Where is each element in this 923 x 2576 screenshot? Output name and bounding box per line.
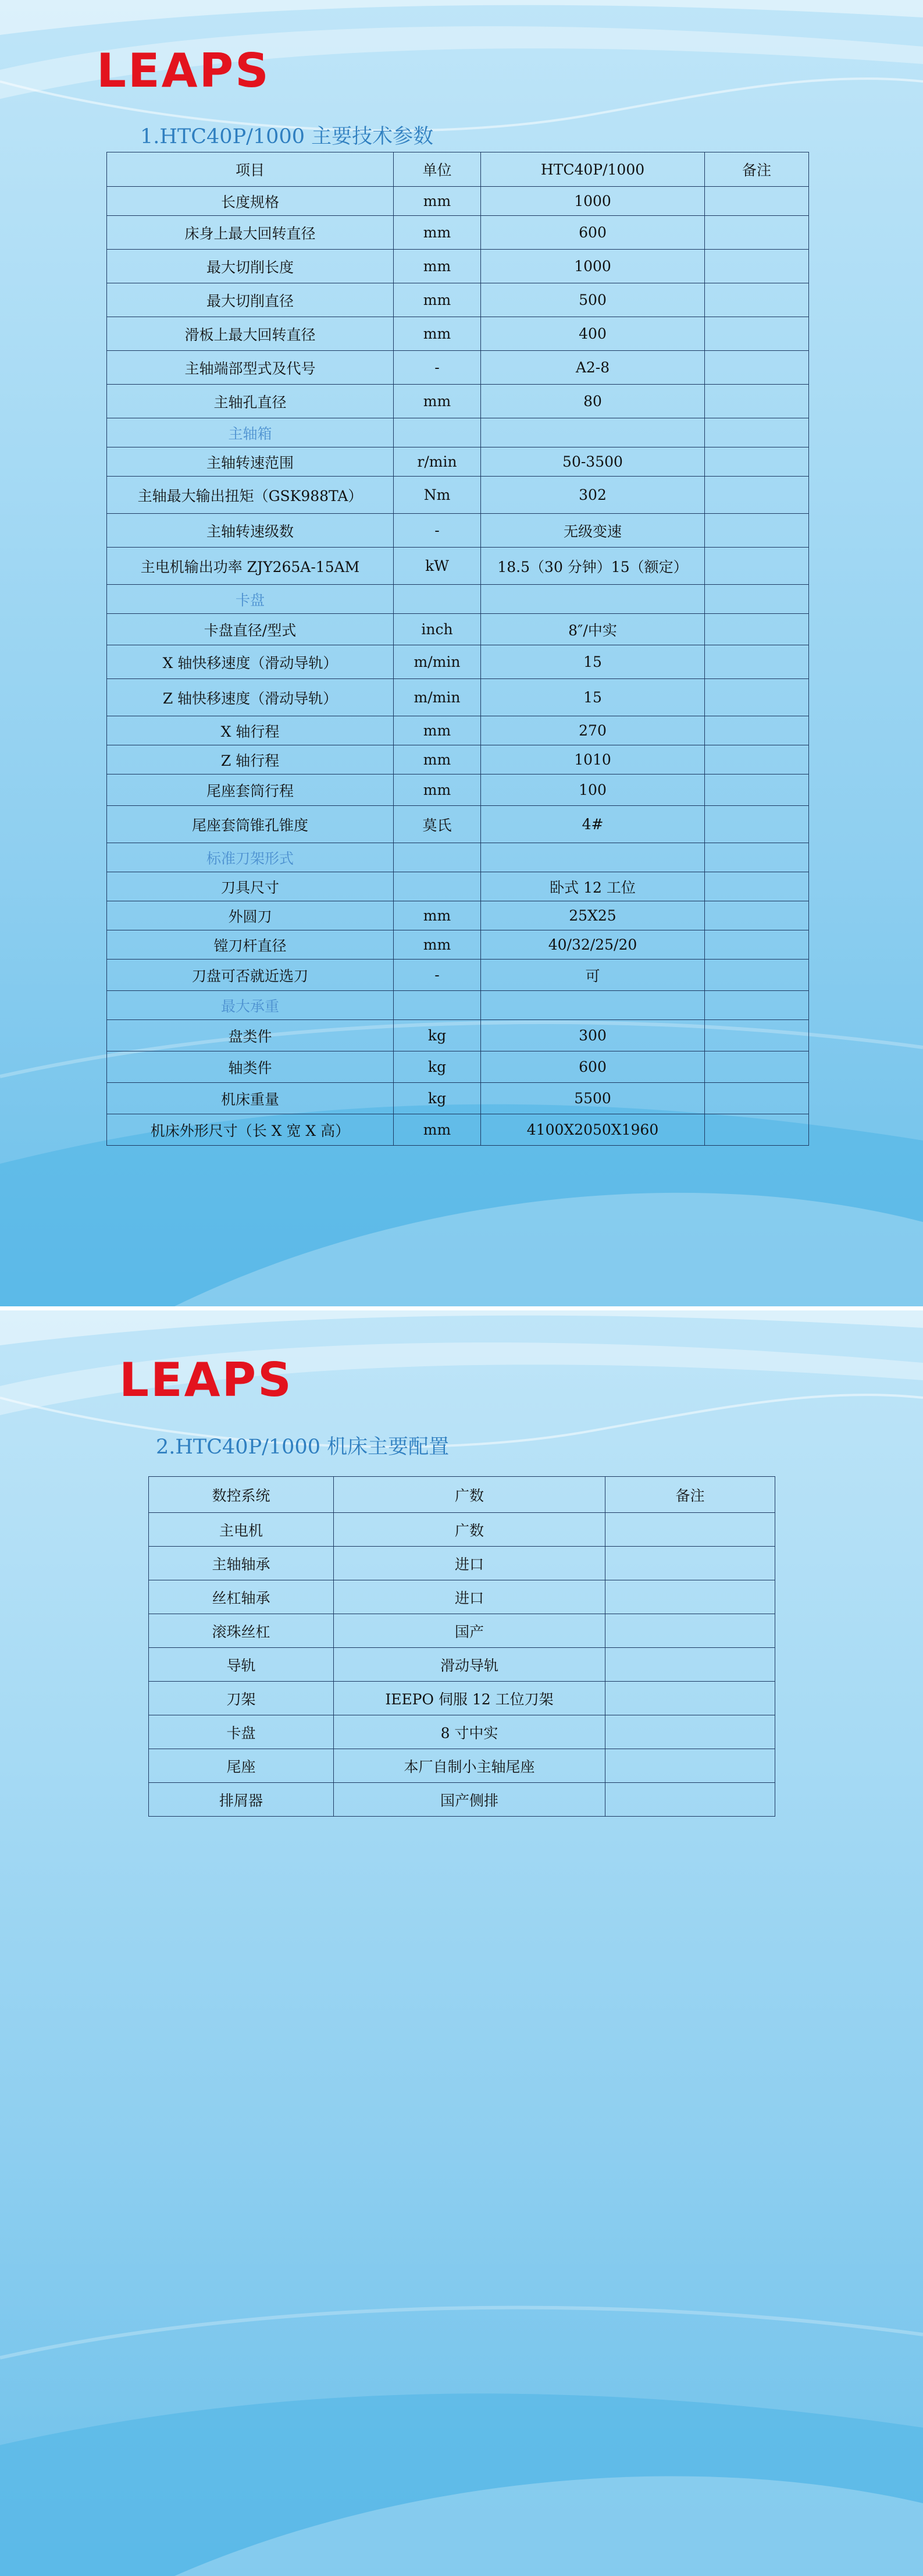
cell-value: 卧式 12 工位 [481,872,705,901]
cell-value: 80 [481,385,705,418]
table-row [149,1682,775,1715]
cell-unit: mm [394,716,481,745]
cell-note [605,1513,775,1547]
table-row [107,548,809,585]
category-name: 卡盘 [107,585,394,614]
table-row [149,1614,775,1648]
cell-value: 滑动导轨 [334,1648,605,1682]
cell-note [605,1547,775,1580]
cell-unit: mm [394,1114,481,1146]
cell-item: 外圆刀 [107,901,394,930]
cell-value: IEEPO 伺服 12 工位刀架 [334,1682,605,1715]
cell-value [481,585,705,614]
table-row [107,317,809,351]
cell-item: X 轴行程 [107,716,394,745]
table-row [107,930,809,960]
cell-unit: 莫氏 [394,806,481,843]
table-row [107,774,809,806]
cell-unit: r/min [394,447,481,477]
table-row [107,250,809,283]
cell-item: 主轴轴承 [149,1547,334,1580]
cell-value [481,843,705,872]
config-table [148,1476,775,1817]
cell-note [705,872,809,901]
header-system: 数控系统 [149,1477,334,1513]
table-row [107,187,809,216]
cell-unit [394,585,481,614]
leaps-logo: LEAPS [119,1353,293,1407]
cell-unit: - [394,514,481,548]
header-value: HTC40P/1000 [481,152,705,187]
cell-item: 主轴端部型式及代号 [107,351,394,385]
cell-note [705,1020,809,1051]
leaps-logo: LEAPS [97,44,270,98]
table-row [107,1051,809,1083]
cell-value: 25X25 [481,901,705,930]
cell-item: 主电机 [149,1513,334,1547]
cell-item: 主电机输出功率 ZJY265A-15AM [107,548,394,585]
table-row [149,1715,775,1749]
cell-value: 本厂自制小主轴尾座 [334,1749,605,1783]
table-row [149,1783,775,1817]
cell-note [705,774,809,806]
cell-unit [394,418,481,447]
table-row [107,679,809,716]
header-item: 项目 [107,152,394,187]
cell-note [705,1083,809,1114]
cell-item: 最大切削直径 [107,283,394,317]
cell-note [605,1682,775,1715]
cell-value [481,418,705,447]
cell-item: Z 轴快移速度（滑动导轨） [107,679,394,716]
cell-item: 主轴最大输出扭矩（GSK988TA） [107,477,394,514]
table-row [107,1020,809,1051]
cell-item: 滚珠丝杠 [149,1614,334,1648]
category-name: 主轴箱 [107,418,394,447]
cell-item: 镗刀杆直径 [107,930,394,960]
cell-unit: mm [394,745,481,774]
cell-value: A2-8 [481,351,705,385]
header-note: 备注 [705,152,809,187]
cell-item: 尾座套筒行程 [107,774,394,806]
cell-value: 600 [481,1051,705,1083]
cell-unit: mm [394,283,481,317]
table-row [107,872,809,901]
cell-item: 卡盘 [149,1715,334,1749]
cell-value: 8 寸中实 [334,1715,605,1749]
cell-value: 600 [481,216,705,250]
cell-value: 4100X2050X1960 [481,1114,705,1146]
cell-note [705,745,809,774]
cell-item: 尾座 [149,1749,334,1783]
table-row [107,745,809,774]
cell-value [481,991,705,1020]
cell-note [705,351,809,385]
cell-unit [394,843,481,872]
page-2 [0,1310,923,2576]
cell-unit: m/min [394,645,481,679]
cell-note [705,548,809,585]
cell-note [705,679,809,716]
cell-note [705,418,809,447]
cell-unit: mm [394,250,481,283]
cell-value: 广数 [334,1513,605,1547]
table-row [107,716,809,745]
cell-unit: mm [394,216,481,250]
cell-unit: kg [394,1051,481,1083]
cell-item: 机床外形尺寸（长 X 宽 X 高） [107,1114,394,1146]
cell-item: X 轴快移速度（滑动导轨） [107,645,394,679]
table-category-row [107,991,809,1020]
cell-note [705,901,809,930]
cell-unit: kg [394,1083,481,1114]
cell-unit [394,991,481,1020]
cell-note [605,1749,775,1783]
cell-unit: mm [394,317,481,351]
table-row [107,960,809,991]
cell-note [605,1614,775,1648]
cell-value: 270 [481,716,705,745]
table-row [107,216,809,250]
table-row [107,645,809,679]
cell-note [705,645,809,679]
cell-item: 机床重量 [107,1083,394,1114]
table-row [149,1749,775,1783]
cell-item: 主轴转速范围 [107,447,394,477]
table-header-row [149,1477,775,1513]
cell-unit: Nm [394,477,481,514]
section-title-config: 2.HTC40P/1000 机床主要配置 [156,1436,450,1459]
cell-value: 国产侧排 [334,1783,605,1817]
cell-value: 1010 [481,745,705,774]
cell-note [605,1648,775,1682]
cell-unit: mm [394,774,481,806]
cell-unit [394,872,481,901]
cell-item: 长度规格 [107,187,394,216]
cell-note [705,991,809,1020]
table-row [107,351,809,385]
cell-value: 进口 [334,1547,605,1580]
cell-value: 8″/中实 [481,614,705,645]
cell-value: 1000 [481,187,705,216]
cell-value: 50-3500 [481,447,705,477]
cell-note [705,250,809,283]
cell-item: 主轴转速级数 [107,514,394,548]
cell-value: 15 [481,645,705,679]
cell-note [705,585,809,614]
table-row [107,901,809,930]
table-row [107,477,809,514]
cell-unit: kW [394,548,481,585]
cell-item: 主轴孔直径 [107,385,394,418]
header-system-value: 广数 [334,1477,605,1513]
cell-note [705,514,809,548]
spec-table [106,152,809,1146]
cell-note [705,283,809,317]
header-note: 备注 [605,1477,775,1513]
cell-item: 滑板上最大回转直径 [107,317,394,351]
cell-note [705,385,809,418]
cell-value: 进口 [334,1580,605,1614]
table-header-row [107,152,809,187]
cell-value: 15 [481,679,705,716]
cell-note [605,1783,775,1817]
cell-unit: mm [394,187,481,216]
cell-unit: mm [394,385,481,418]
table-category-row [107,418,809,447]
cell-item: 排屑器 [149,1783,334,1817]
cell-note [705,806,809,843]
cell-note [605,1580,775,1614]
cell-note [605,1715,775,1749]
cell-unit: kg [394,1020,481,1051]
cell-value: 国产 [334,1614,605,1648]
cell-note [705,216,809,250]
cell-unit: mm [394,930,481,960]
cell-note [705,614,809,645]
cell-value: 1000 [481,250,705,283]
cell-item: 尾座套筒锥孔锥度 [107,806,394,843]
cell-unit: m/min [394,679,481,716]
cell-value: 5500 [481,1083,705,1114]
cell-note [705,1114,809,1146]
table-category-row [107,585,809,614]
table-row [107,283,809,317]
cell-item: 轴类件 [107,1051,394,1083]
cell-unit: - [394,351,481,385]
cell-value: 无级变速 [481,514,705,548]
cell-item: 床身上最大回转直径 [107,216,394,250]
cell-note [705,1051,809,1083]
table-row [107,614,809,645]
cell-value: 40/32/25/20 [481,930,705,960]
cell-item: 最大切削长度 [107,250,394,283]
cell-item: 刀盘可否就近选刀 [107,960,394,991]
cell-note [705,447,809,477]
cell-unit: - [394,960,481,991]
header-unit: 单位 [394,152,481,187]
cell-note [705,716,809,745]
cell-item: Z 轴行程 [107,745,394,774]
cell-note [705,187,809,216]
cell-item: 导轨 [149,1648,334,1682]
cell-unit: mm [394,901,481,930]
cell-value: 100 [481,774,705,806]
table-row [107,1083,809,1114]
cell-unit: inch [394,614,481,645]
table-row [107,514,809,548]
table-row [149,1648,775,1682]
cell-note [705,843,809,872]
table-row [149,1513,775,1547]
table-row [107,447,809,477]
cell-value: 300 [481,1020,705,1051]
cell-value: 302 [481,477,705,514]
table-row [107,385,809,418]
cell-note [705,960,809,991]
cell-note [705,317,809,351]
category-name: 最大承重 [107,991,394,1020]
cell-note [705,930,809,960]
cell-item: 刀架 [149,1682,334,1715]
cell-item: 卡盘直径/型式 [107,614,394,645]
cell-note [705,477,809,514]
table-row [149,1547,775,1580]
cell-value: 可 [481,960,705,991]
table-row [107,806,809,843]
table-row [149,1580,775,1614]
cell-value: 18.5（30 分钟）15（额定） [481,548,705,585]
table-row [107,1114,809,1146]
category-name: 标准刀架形式 [107,843,394,872]
section-title-specs: 1.HTC40P/1000 主要技术参数 [140,125,434,148]
cell-value: 500 [481,283,705,317]
table-category-row [107,843,809,872]
cell-item: 刀具尺寸 [107,872,394,901]
cell-item: 盘类件 [107,1020,394,1051]
cell-value: 4# [481,806,705,843]
cell-value: 400 [481,317,705,351]
cell-item: 丝杠轴承 [149,1580,334,1614]
